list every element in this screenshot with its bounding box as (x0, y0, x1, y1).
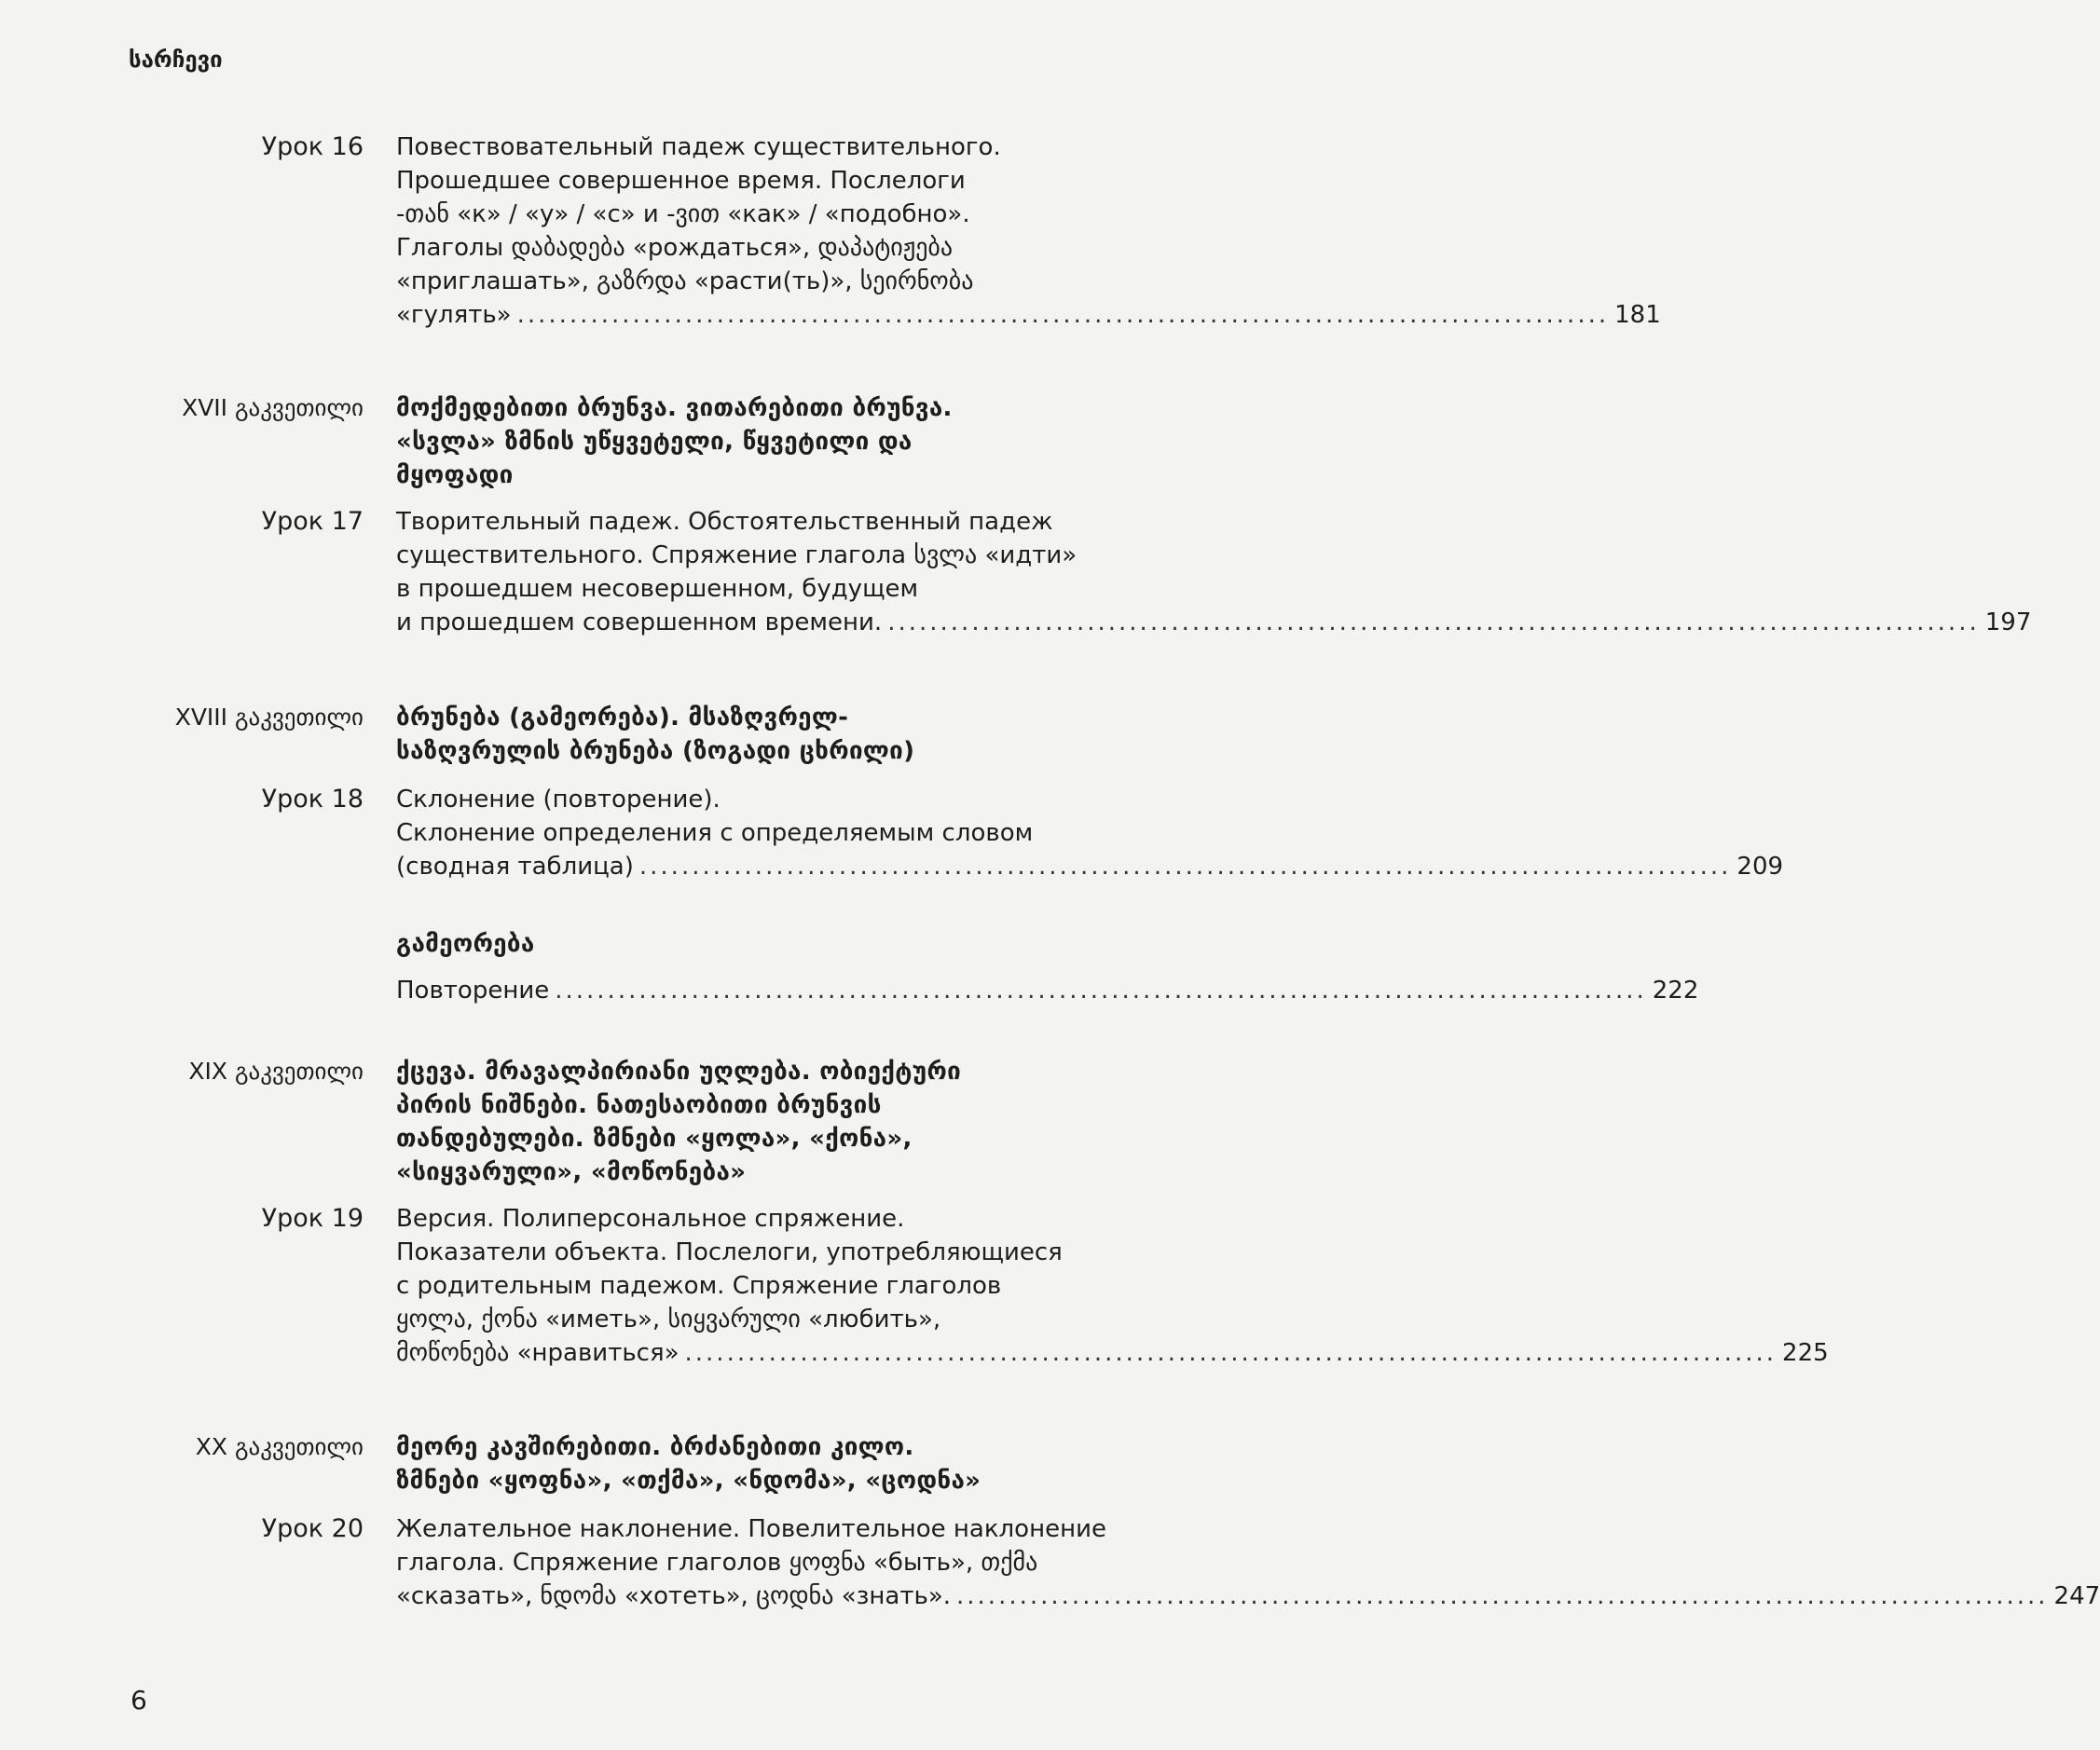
description-line: Творительный падеж. Обстоятельственный падеж (396, 508, 1053, 536)
page-ref: 197 (1984, 608, 2032, 636)
dot-leader: ........................................................................................................ (516, 301, 1610, 329)
dot-leader: ........................................................................................................ (684, 1339, 1777, 1367)
dot-leader: ........................................................................................................ (956, 1582, 2049, 1610)
toc-leader-line (396, 974, 1699, 1007)
part-label: XVIII გაკვეთილი (174, 704, 364, 731)
description-line: с родительным падежом. Спряжение глаголов (396, 1272, 1002, 1300)
part-title (396, 701, 1106, 768)
title-line: გამეორება (396, 930, 535, 958)
lesson-description (396, 505, 2032, 639)
review-description (396, 974, 1699, 1007)
title-line: საზღვრულის ბრუნება (ზოგადი ცხრილი) (396, 737, 915, 765)
part-label: XX გაკვეთილი (195, 1433, 364, 1460)
part-title (396, 391, 1106, 492)
description-line: существительного. Спряжение глагола სვლა «идти» (396, 541, 1077, 569)
description-line: Показатели объекта. Послелоги, употребляющиеся (396, 1238, 1063, 1266)
dot-leader: ........................................................................................................ (555, 977, 1647, 1005)
description-line: «приглашать», გაზრდა «расти(ть)», სეირნობა (396, 267, 974, 295)
description-line: Повторение (396, 977, 550, 1005)
title-line: «სვლა» ზმნის უწყვეტელი, წყვეტილი და (396, 428, 913, 456)
description-line: (сводная таблица) (396, 853, 634, 881)
toc-leader-line (396, 1579, 2100, 1613)
description-line: Глаголы დაბადება «рождаться», დაპატიჟება (396, 234, 954, 262)
description-line: მოწონება «нравиться» (396, 1339, 679, 1367)
lesson-description (396, 1512, 2100, 1613)
description-line: «сказать», ნდომა «хотеть», ცოდნა «знать». (396, 1582, 952, 1610)
lesson-description (396, 130, 1661, 332)
description-line: ყოლა, ქონა «иметь», სიყვარული «любить», (396, 1306, 941, 1333)
title-line: მყოფადი (396, 461, 514, 489)
toc-leader-line (396, 298, 1661, 332)
review-title (396, 927, 1106, 961)
page-ref: 209 (1736, 853, 1784, 881)
page-ref: 225 (1782, 1339, 1829, 1367)
title-line: ქცევა. მრავალპირიანი უღლება. ობიექტური (396, 1058, 962, 1086)
description-line: и прошедшем совершенном времени. (396, 608, 883, 636)
description-line: Склонение определения с определяемым словом (396, 819, 1034, 847)
title-line: ბრუნება (გამეორება). მსაზღვრელ- (396, 704, 849, 731)
toc-leader-line (396, 1336, 1829, 1370)
lesson-label: Урок 20 (261, 1514, 364, 1543)
description-line: глагола. Спряжение глаголов ყოფნა «быть», თქმა (396, 1549, 1038, 1577)
lesson-label: Урок 19 (261, 1204, 364, 1233)
dot-leader: ........................................................................................................ (887, 608, 1980, 636)
description-line: «гулять» (396, 301, 512, 329)
contents-header: სარჩევი (129, 47, 223, 73)
description-line: Прошедшее совершенное время. Послелоги (396, 167, 966, 195)
description-line: в прошедшем несовершенном, будущем (396, 575, 919, 603)
title-line: თანდებულები. ზმნები «ყოლა», «ქონა», (396, 1125, 913, 1153)
description-line: Склонение (повторение). (396, 786, 721, 813)
toc-leader-line (396, 850, 1784, 883)
lesson-description (396, 1202, 1829, 1370)
page-ref: 181 (1614, 301, 1661, 329)
title-line: მეორე კავშირებითი. ბრძანებითი კილო. (396, 1433, 914, 1461)
title-line: «სიყვარული», «მოწონება» (396, 1158, 747, 1186)
page-ref: 247 (2053, 1582, 2100, 1610)
description-line: Желательное наклонение. Повелительное наклонение (396, 1515, 1106, 1543)
page-ref: 222 (1652, 977, 1699, 1005)
lesson-label: Урок 17 (261, 507, 364, 536)
title-line: მოქმედებითი ბრუნვა. ვითარებითი ბრუნვა. (396, 394, 953, 422)
description-line: Повествовательный падеж существительного. (396, 133, 1001, 161)
lesson-description (396, 783, 1784, 883)
description-line: -თან «к» / «у» / «с» и -ვით «как» / «подобно». (396, 200, 970, 228)
description-line: Версия. Полиперсональное спряжение. (396, 1205, 905, 1233)
part-title (396, 1055, 1106, 1189)
title-line: პირის ნიშნები. ნათესაობითი ბრუნვის (396, 1091, 882, 1119)
title-line: ზმნები «ყოფნა», «თქმა», «ნდომა», «ცოდნა» (396, 1467, 981, 1495)
lesson-label: Урок 18 (261, 785, 364, 813)
part-label: XVII გაკვეთილი (182, 394, 364, 421)
part-title (396, 1430, 1106, 1497)
part-label: XIX გაკვეთილი (188, 1058, 364, 1085)
toc-leader-line (396, 606, 2032, 639)
dot-leader: ........................................................................................................ (638, 853, 1732, 881)
page-number: 6 (130, 1685, 147, 1716)
lesson-label: Урок 16 (261, 132, 364, 161)
